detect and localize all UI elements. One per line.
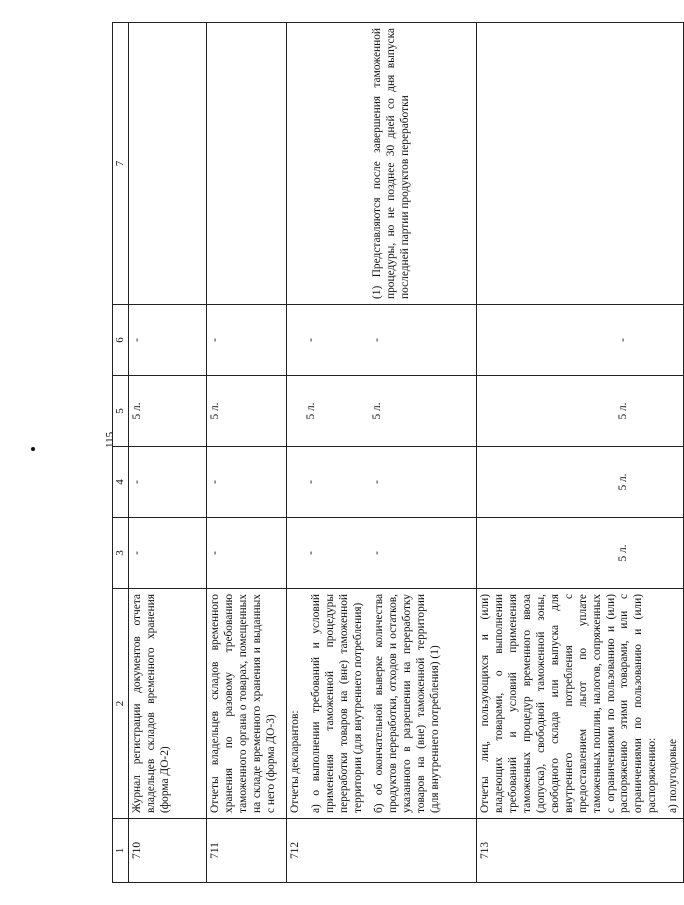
header-col-5: 5 bbox=[113, 376, 129, 447]
subitem-b-value: 5 л. bbox=[371, 402, 384, 420]
row-number: 711 bbox=[207, 819, 287, 883]
cell-col5: 5 л. bbox=[129, 376, 207, 447]
subitem-a-value: 5 л. bbox=[617, 544, 630, 562]
header-col-4: 4 bbox=[113, 447, 129, 518]
table-row-710 bbox=[129, 23, 207, 883]
cell-col3 bbox=[287, 518, 477, 589]
cell-col5 bbox=[287, 376, 477, 447]
cell-col6 bbox=[287, 305, 477, 376]
header-col-6: 6 bbox=[113, 305, 129, 376]
row-content bbox=[477, 589, 684, 819]
subitem-a: а) полугодовые bbox=[667, 738, 680, 813]
subitem-a-value: - bbox=[617, 338, 630, 342]
subitem-b: б) об окончательной выверке количества продуктов переработки, отходов и остатков, указанного в разрешении на переработку товаров на (вне) таможенной территории (для внутреннего потребления) (1) bbox=[372, 594, 441, 813]
cell-col4 bbox=[477, 447, 684, 518]
header-col-1: 1 bbox=[113, 819, 129, 883]
row-content bbox=[287, 589, 477, 819]
retention-table bbox=[112, 22, 684, 883]
cell-col5: 5 л. bbox=[207, 376, 287, 447]
subitem-a-value: 5 л. bbox=[617, 473, 630, 491]
subitem-a-value: - bbox=[305, 480, 318, 484]
header-row bbox=[113, 23, 129, 883]
margin-dot bbox=[31, 447, 35, 451]
cell-col5 bbox=[477, 376, 684, 447]
table-row-712 bbox=[287, 23, 477, 883]
cell-col4: - bbox=[207, 447, 287, 518]
table-row-711 bbox=[207, 23, 287, 883]
cell-col7 bbox=[477, 23, 684, 305]
cell-col4: - bbox=[129, 447, 207, 518]
cell-col7 bbox=[207, 23, 287, 305]
cell-col4 bbox=[287, 447, 477, 518]
row-number: 710 bbox=[129, 819, 207, 883]
cell-col7 bbox=[287, 23, 477, 305]
cell-col3: - bbox=[129, 518, 207, 589]
cell-col3: - bbox=[207, 518, 287, 589]
rotated-page bbox=[112, 23, 680, 883]
row-title: Отчеты лиц, пользующихся и (или) владеющих товарами, о выполнении требований и условий применения таможенных процедур временного ввоза (допуска), свободной таможенной зоны, свободного склада или выпуска для внутреннего потребления с предоставлением льгот по уплате таможенных пошлин, налогов, сопряженных с ограничениями по пользованию и (или) распоряжению этими товарами, или с ограничениями по пользованию и (или) распоряжению: bbox=[479, 594, 659, 813]
subitem-a-value: - bbox=[305, 338, 318, 342]
row-number: 713 bbox=[477, 819, 684, 883]
subitem-b-value: - bbox=[371, 480, 384, 484]
cell-col6: - bbox=[207, 305, 287, 376]
cell-col6 bbox=[477, 305, 684, 376]
header-col-7: 7 bbox=[113, 23, 129, 305]
page-number: 115 bbox=[104, 431, 116, 448]
footnote-note: (1) Представляются после завершения таможенной процедуры, но не позднее 30 дней со дня выпуска последней партии продуктов переработки bbox=[371, 28, 412, 299]
cell-col6: - bbox=[129, 305, 207, 376]
subitem-b-value: - bbox=[371, 551, 384, 555]
cell-col3 bbox=[477, 518, 684, 589]
subitem-a-value: 5 л. bbox=[305, 402, 318, 420]
row-title: Журнал регистрации документов отчета владельцев складов временного хранения (форма ДО-2) bbox=[129, 589, 207, 819]
row-title: Отчеты владельцев складов временного хранения по разовому требованию таможенного органа о товарах, помещенных на складе временного хранения и выданных с него (форма ДО-3) bbox=[207, 589, 287, 819]
header-col-2: 2 bbox=[113, 589, 129, 819]
subitem-b-value: - bbox=[371, 338, 384, 342]
table-row-713 bbox=[477, 23, 684, 883]
subitem-a: а) о выполнении требований и условий применения таможенной процедуры переработки товаров на (вне) таможенной территории (для внутреннего потребления) bbox=[310, 594, 365, 813]
subitem-a-value: 5 л. bbox=[617, 402, 630, 420]
subitem-a-value: - bbox=[305, 551, 318, 555]
cell-col7 bbox=[129, 23, 207, 305]
row-number: 712 bbox=[287, 819, 477, 883]
row-title: Отчеты декларантов: bbox=[289, 710, 302, 813]
header-col-3: 3 bbox=[113, 518, 129, 589]
